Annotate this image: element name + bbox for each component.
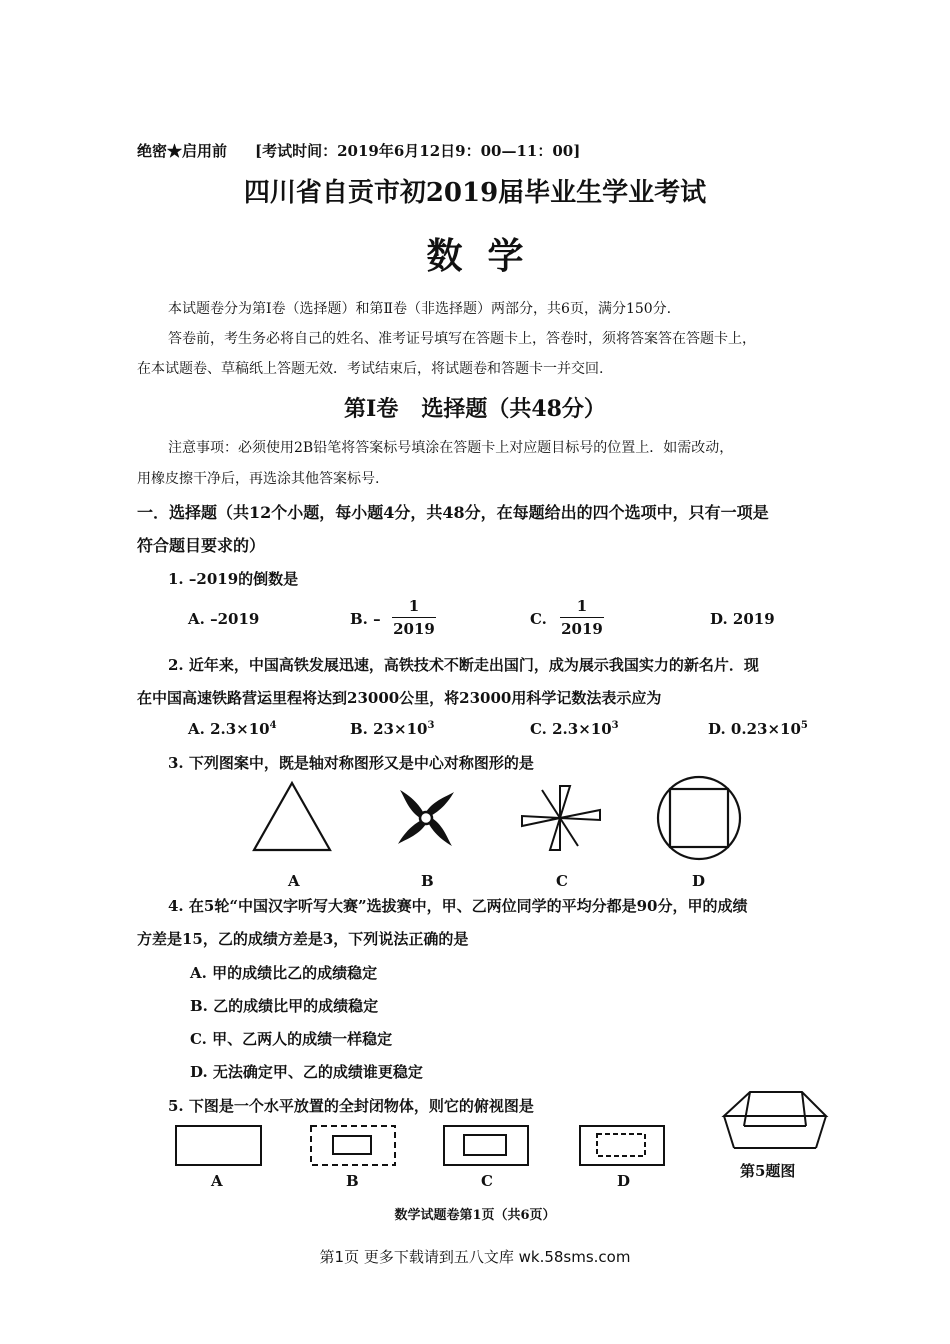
q5-label-d: D xyxy=(617,1172,631,1190)
option-exponent: 3 xyxy=(611,720,619,731)
intro-line-1: 本试题卷分为第Ⅰ卷（选择题）和第Ⅱ卷（非选择题）两部分，共6页，满分150分. xyxy=(168,301,672,317)
frustum-shape xyxy=(724,1092,826,1148)
q1-stem: 1. –2019的倒数是 xyxy=(168,570,299,588)
q5-figure-d xyxy=(579,1125,667,1167)
q4-option-b: B. 乙的成绩比甲的成绩稳定 xyxy=(190,997,379,1015)
q5-label-c: C xyxy=(481,1172,493,1190)
part1-line-2: 符合题目要求的） xyxy=(137,536,266,555)
q5-label-a: A xyxy=(211,1172,223,1190)
q2-line-1: 2. 近年来，中国高铁发展迅速，高铁技术不断走出国门，成为展示我国实力的新名片．现 xyxy=(168,656,759,674)
q4-option-a: A. 甲的成绩比乙的成绩稳定 xyxy=(190,964,378,982)
outer-rect xyxy=(176,1126,261,1165)
windmill-shape xyxy=(522,786,600,850)
q4-option-c: C. 甲、乙两人的成绩一样稳定 xyxy=(190,1030,393,1048)
q3-label-a: A xyxy=(288,872,300,890)
q5-figure-caption: 第5题图 xyxy=(740,1162,796,1180)
exam-title: 四川省自贡市初2019届毕业生学业考试 xyxy=(243,178,707,208)
option-exponent: 4 xyxy=(269,720,277,731)
q1-option-c-fraction xyxy=(560,597,604,638)
q5-solid-figure xyxy=(722,1088,832,1154)
q3-label-d: D xyxy=(692,872,706,890)
q2-line-2: 在中国高速铁路营运里程将达到23000公里，将23000用科学记数法表示应为 xyxy=(137,689,662,707)
q3-label-b: B xyxy=(421,872,434,890)
exam-time: [考试时间：2019年6月12日9：00—11：00] xyxy=(255,142,581,160)
triangle-shape xyxy=(254,783,330,850)
q3-figure-a-triangle xyxy=(250,780,340,855)
q3-stem: 3. 下列图案中，既是轴对称图形又是中心对称图形的是 xyxy=(168,754,534,772)
q2-option-a xyxy=(188,720,277,738)
q3-figure-b-pinwheel xyxy=(386,780,466,855)
note-line-1: 注意事项：必须使用2B铅笔将答案标号填涂在答题卡上对应题目标号的位置上．如需改动， xyxy=(168,440,734,456)
q1-option-d: D. 2019 xyxy=(710,610,775,628)
inner-rect xyxy=(464,1135,506,1155)
fraction-denominator: 2019 xyxy=(393,620,435,638)
option-base: D. 0.23×10 xyxy=(708,720,801,738)
section-heading: 第Ⅰ卷 选择题（共48分） xyxy=(344,396,606,422)
outer-rect xyxy=(444,1126,528,1165)
q5-figure-a xyxy=(175,1125,263,1167)
page-info: 数学试题卷第1页（共6页） xyxy=(394,1208,556,1223)
q5-figure-c xyxy=(443,1125,531,1167)
fraction-bar xyxy=(560,617,604,618)
q5-figure-b xyxy=(310,1125,398,1167)
q3-figure-d-square-in-circle xyxy=(655,775,745,863)
outer-rect xyxy=(580,1126,664,1165)
option-base: C. 2.3×10 xyxy=(530,720,612,738)
q4-option-d: D. 无法确定甲、乙的成绩谁更稳定 xyxy=(190,1063,423,1081)
note-line-2: 用橡皮擦干净后，再选涂其他答案标号. xyxy=(137,471,380,487)
option-base: A. 2.3×10 xyxy=(188,720,270,738)
inner-dashed-rect xyxy=(597,1134,645,1156)
q1-option-c-label: C. xyxy=(530,610,547,628)
option-exponent: 5 xyxy=(800,720,808,731)
intro-line-2: 答卷前，考生务必将自己的姓名、准考证号填写在答题卡上，答卷时，须将答案答在答题卡上， xyxy=(168,331,756,347)
q1-option-a: A. –2019 xyxy=(188,610,260,628)
subject-title: 数 学 xyxy=(426,235,524,277)
fraction-numerator: 1 xyxy=(408,597,420,615)
q3-figure-c-windmill xyxy=(520,780,605,855)
inner-rect xyxy=(333,1136,371,1154)
fraction-numerator: 1 xyxy=(576,597,588,615)
square-shape xyxy=(670,789,728,847)
q4-line-1: 4. 在5轮“中国汉字听写大赛”选拔赛中，甲、乙两位同学的平均分都是90分，甲的成绩 xyxy=(168,897,748,915)
q2-option-c xyxy=(530,720,619,738)
option-base: B. 23×10 xyxy=(350,720,428,738)
q2-option-d xyxy=(708,720,808,738)
option-exponent: 3 xyxy=(427,720,435,731)
q2-option-b xyxy=(350,720,434,738)
download-watermark: 第1页 更多下载请到五八文库 wk.58sms.com xyxy=(319,1248,631,1266)
q1-option-b-fraction xyxy=(392,597,436,638)
outer-dashed-rect xyxy=(311,1126,395,1165)
q4-line-2: 方差是15，乙的成绩方差是3，下列说法正确的是 xyxy=(137,930,469,948)
q5-stem: 5. 下图是一个水平放置的全封闭物体，则它的俯视图是 xyxy=(168,1097,534,1115)
pinwheel-shape xyxy=(398,790,454,846)
part1-line-1: 一．选择题（共12个小题，每小题4分，共48分，在每题给出的四个选项中，只有一项是 xyxy=(137,503,769,522)
fraction-denominator: 2019 xyxy=(561,620,603,638)
fraction-bar xyxy=(392,617,436,618)
intro-line-3: 在本试题卷、草稿纸上答题无效．考试结束后，将试题卷和答题卡一并交回. xyxy=(137,361,604,377)
q1-option-b-label: B. – xyxy=(350,610,381,628)
q3-label-c: C xyxy=(556,872,568,890)
secret-label: 绝密★启用前 xyxy=(137,142,228,160)
q5-label-b: B xyxy=(346,1172,359,1190)
